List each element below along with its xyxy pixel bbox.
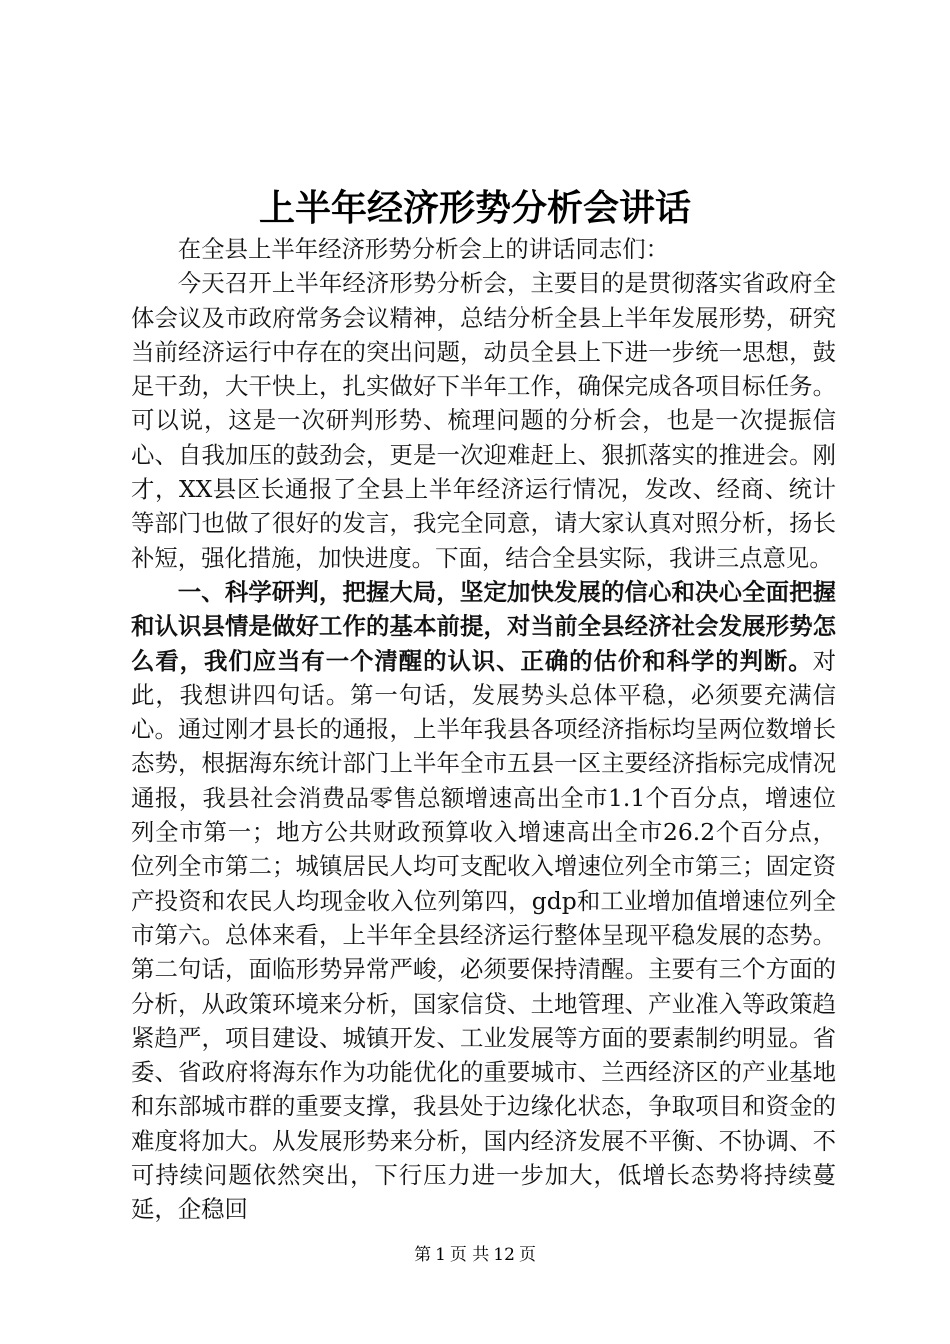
paragraph-section-one (131, 575, 836, 1227)
page-footer (0, 1244, 950, 1266)
paragraph-text: 今天召开上半年经济形势分析会，主要目的是贯彻落实省政府全体会议及市政府常务会议精神，总结分析全县上半年发展形势，研究当前经济运行中存在的突出问题，动员全县上下进一步统一思想，鼓足干劲，大干快上，扎实做好下半年工作，确保完成各项目标任务。可以说，这是一次研判形势、梳理问题的分析会，也是一次提振信心、自我加压的鼓劲会，更是一次迎难赶上、狠抓落实的推进会。刚才，XX县区长通报了全县上半年经济运行情况，发改、经商、统计等部门也做了很好的发言，我完全同意，请大家认真对照分析，扬长补短，强化措施，加快进度。下面，结合全县实际，我讲三点意见。 (131, 269, 836, 572)
section-heading: 一、科学研判，把握大局，坚定加快发展的信心和决心全面把握和认识县情是做好工作的基本前提，对当前全县经济社会发展形势怎么看，我们应当有一个清醒的认识、正确的估价和科学的判断。 (131, 577, 836, 675)
paragraph-intro (131, 266, 836, 575)
paragraph-text: 对此，我想讲四句话。第一句话，发展势头总体平稳，必须要充满信心。通过刚才县长的通报，上半年我县各项经济指标均呈两位数增长态势，根据海东统计部门上半年全市五县一区主要经济指标完成情况通报，我县社会消费品零售总额增速高出全市1.1个百分点，增速位列全市第一；地方公共财政预算收入增速高出全市26.2个百分点，位列全市第二；城镇居民人均可支配收入增速位列全市第三；固定资产投资和农民人均现金收入位列第四，gdp和工业增加值增速位列全市第六。总体来看，上半年全县经济运行整体呈现平稳发展的态势。第二句话，面临形势异常严峻，必须要保持清醒。主要有三个方面的分析，从政策环境来分析，国家信贷、土地管理、产业准入等政策趋紧趋严，项目建设、城镇开发、工业发展等方面的要素制约明显。省委、省政府将海东作为功能优化的重要城市、兰西经济区的产业基地和东部城市群的重要支撑，我县处于边缘化状态，争取项目和资金的难度将加大。从发展形势来分析，国内经济发展不平衡、不协调、不可持续问题依然突出，下行压力进一步加大，低增长态势将持续蔓延，企稳回 (131, 646, 836, 1224)
document-body (131, 232, 836, 1227)
document-title: 上半年经济形势分析会讲话 (258, 187, 691, 229)
paragraph-text: 在全县上半年经济形势分析会上的讲话同志们： (177, 235, 669, 263)
page-suffix: 页 (518, 1245, 536, 1265)
page-prefix: 第 (414, 1245, 432, 1265)
total-page-number: 12 (493, 1245, 515, 1265)
page-mid: 页 共 (449, 1245, 490, 1265)
paragraph-greeting (131, 232, 836, 266)
current-page-number: 1 (435, 1245, 446, 1265)
